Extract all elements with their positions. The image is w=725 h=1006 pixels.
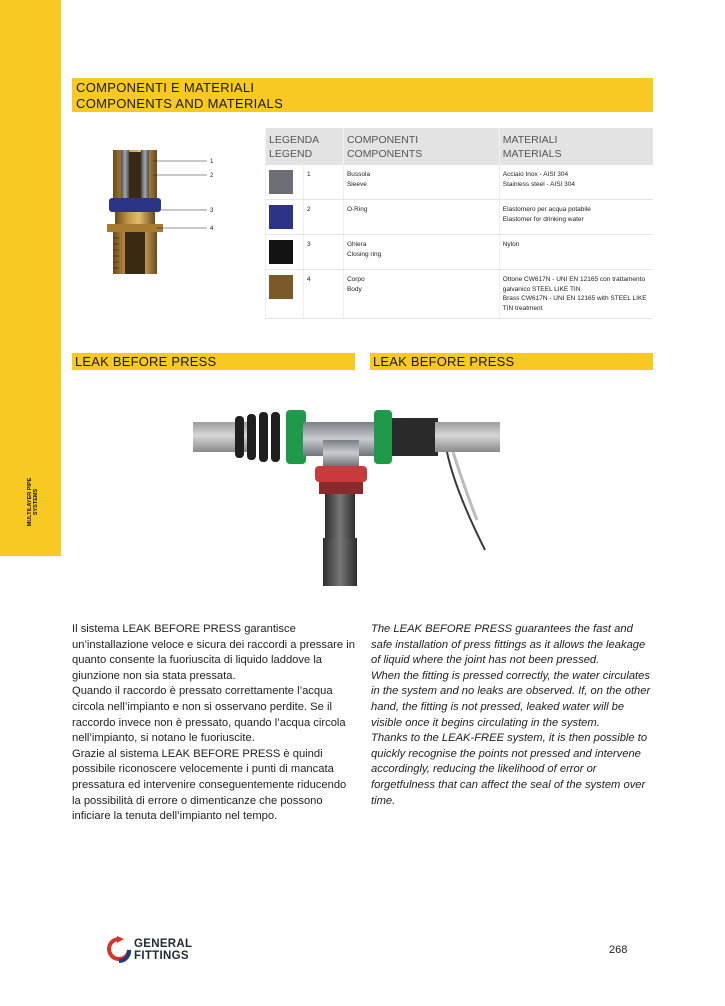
callout-2: 2 [210,173,214,179]
table-row [266,165,654,200]
title-italian: COMPONENTI E MATERIALI [76,80,255,95]
side-section-label: MULTILAYER PIPE SYSTEMS [27,477,39,527]
row-number: 2 [303,200,343,235]
section-title-right: LEAK BEFORE PRESS [373,354,515,369]
component-name: Corpo Body [343,270,499,319]
table-row [266,270,654,319]
page-number: 268 [609,944,628,956]
company-logo: GENERAL FITTINGS [106,936,216,966]
row-number: 1 [303,165,343,200]
component-name: Ghiera Closing ring [343,235,499,270]
section-title-left: LEAK BEFORE PRESS [75,354,217,369]
table-row [266,235,654,270]
body-text-italian: Il sistema LEAK BEFORE PRESS garantisce un’installazione veloce e sicura dei raccordi a pressare in quanto consente la fuoriuscita di liquido laddove la giunzione non sia stata pressata. Quando il raccordo è pressato correttamente l’acqua circola nell’impianto e non si osservano perdite. Se il raccordo invece non è pressato, quando l’acqua circola nell’impianto, si notano le fuoriuscite. Grazie al sistema LEAK BEFORE PRESS è quindi possibile riconoscere velocemente i punti di mancata pressatura ed intervenire conseguentemente riducendo la possibilità di errore o dimenticanze che possono inficiare la tenuta dell’impianto nel tempo. [72,623,355,823]
material-name: Acciaio Inox - AISI 304 Stainless steel - AISI 304 [499,165,653,200]
components-header: COMPONENTI COMPONENTS [343,128,499,165]
materials-header: MATERIALI MATERIALS [499,128,653,165]
color-swatch [269,240,293,264]
material-name: Ottone CW617N - UNI EN 12165 con trattamento galvanico STEEL LIKE TIN Brass CW617N - UNI EN 12165 with STEEL LIKE TIN treatment [499,270,653,319]
components-table [265,128,653,319]
row-number: 4 [303,270,343,319]
callout-1: 1 [210,159,214,165]
title-english: COMPONENTS AND MATERIALS [76,96,284,111]
callout-3: 3 [210,208,214,214]
table-row [266,200,654,235]
fitting-cross-section-diagram [95,140,230,280]
color-swatch [269,170,293,194]
section-header [72,78,653,112]
material-name: Elastomero per acqua potabile Elastomer for drinking water [499,200,653,235]
row-number: 3 [303,235,343,270]
component-name: O-Ring [343,200,499,235]
callout-4: 4 [210,226,214,232]
color-swatch [269,205,293,229]
legend-header: LEGENDA LEGEND [266,128,344,165]
section-title-bar-left [72,353,355,370]
section-title-bar-right [370,353,653,370]
component-name: Bussola Sleeve [343,165,499,200]
color-swatch [269,275,293,299]
logo-mark-icon [106,936,132,964]
material-name: Nylon [499,235,653,270]
leak-demo-photo [185,400,515,590]
body-text-english: The LEAK BEFORE PRESS guarantees the fast and safe installation of press fittings as it allows the leakage of liquid where the joint has not been pressed. When the fitting is pressed correctly, the water circulates in the system and no leaks are observed. If, on the other hand, the fitting is not pressed, leaked water will be visible once it begins circulating in the system. Thanks to the LEAK-FREE system, it is then possible to quickly recognise the points not pressed and intervene accordingly, reducing the likelihood of error or forgetfulness that can affect the seal of the system over time. [371,623,651,807]
